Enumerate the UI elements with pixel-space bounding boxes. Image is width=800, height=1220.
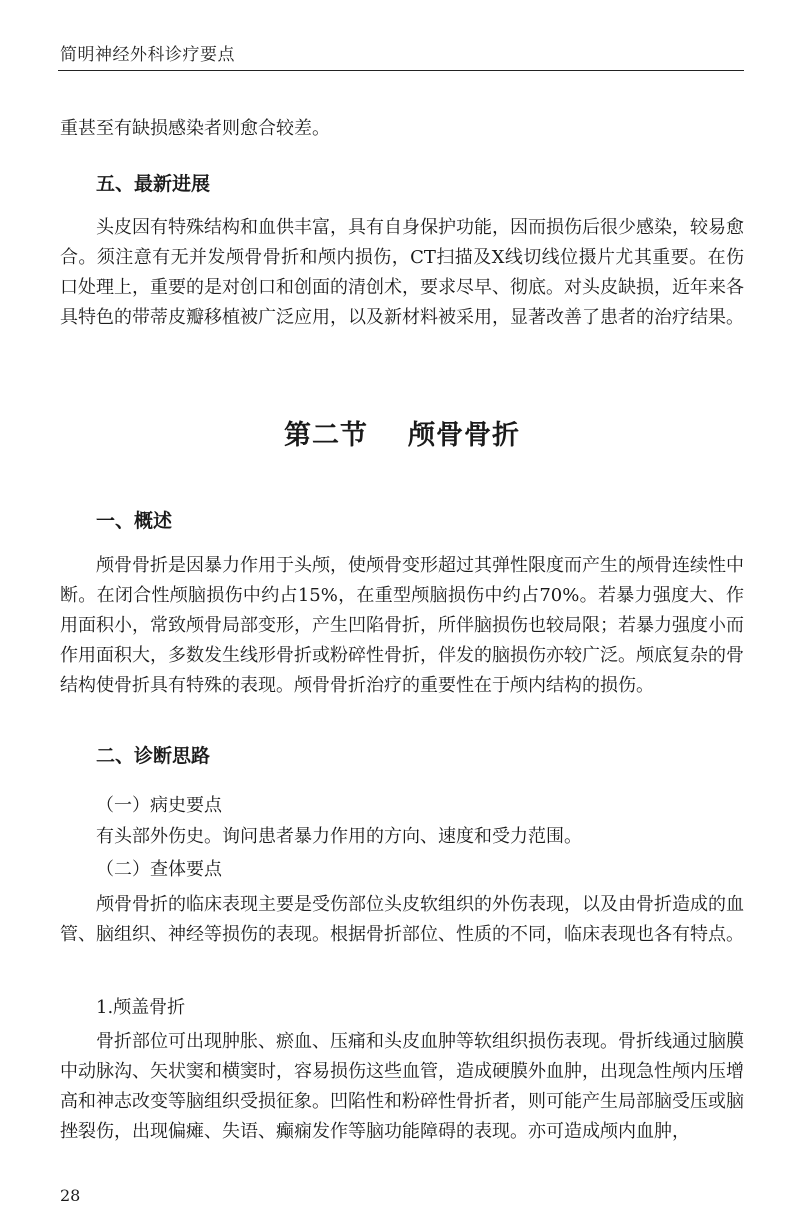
label-exam: （二）查体要点 [96, 859, 222, 880]
heading-overview: 一、概述 [96, 510, 173, 532]
paragraph-exam: 颅骨骨折的临床表现主要是受伤部位头皮软组织的外伤表现，以及由骨折造成的血管、脑组织、神经等损伤的表现。根据骨折部位、性质的不同，临床表现也各有特点。 [60, 894, 744, 945]
section-title [60, 413, 744, 452]
continuation-text: 重甚至有缺损感染者则愈合较差。 [60, 118, 330, 139]
paragraph-latest-progress: 头皮因有特殊结构和血供丰富，具有自身保护功能，因而损伤后很少感染，较易愈合。须注意有无并发颅骨骨折和颅内损伤，CT扫描及X线切线位摄片尤其重要。在伤口处理上，重要的是对创口和创面的清创术，要求尽早、彻底。对头皮缺损，近年来各具特色的带蒂皮瓣移植被广泛应用，以及新材料被采用，显著改善了患者的治疗结果。 [60, 217, 744, 328]
paragraph-history: 有头部外伤史。询问患者暴力作用的方向、速度和受力范围。 [96, 826, 582, 847]
header-rule [58, 70, 744, 71]
paragraph-vault-fracture: 骨折部位可出现肿胀、瘀血、压痛和头皮血肿等软组织损伤表现。骨折线通过脑膜中动脉沟、矢状窦和横窦时，容易损伤这些血管，造成硬膜外血肿，出现急性颅内压增高和神志改变等脑组织受损征象。凹陷性和粉碎性骨折者，则可能产生局部脑受压或脑挫裂伤，出现偏瘫、失语、癫痫发作等脑功能障碍的表现。亦可造成颅内血肿， [60, 1031, 744, 1142]
label-history: （一）病史要点 [96, 795, 222, 816]
heading-diagnosis: 二、诊断思路 [96, 745, 211, 767]
page-number: 28 [60, 1186, 81, 1205]
running-title: 简明神经外科诊疗要点 [60, 45, 235, 65]
section-name: 颅骨骨折 [408, 420, 520, 451]
heading-latest-progress: 五、最新进展 [96, 173, 211, 195]
label-vault-fracture: 1.颅盖骨折 [96, 997, 186, 1018]
paragraph-overview: 颅骨骨折是因暴力作用于头颅，使颅骨变形超过其弹性限度而产生的颅骨连续性中断。在闭合性颅脑损伤中约占15%，在重型颅脑损伤中约占70%。若暴力强度大、作用面积小，常致颅骨局部变形，产生凹陷骨折，所伴脑损伤也较局限；若暴力强度小而作用面积大，多数发生线形骨折或粉碎性骨折，伴发的脑损伤亦较广泛。颅底复杂的骨结构使骨折具有特殊的表现。颅骨骨折治疗的重要性在于颅内结构的损伤。 [60, 555, 744, 696]
section-number: 第二节 [284, 420, 368, 451]
